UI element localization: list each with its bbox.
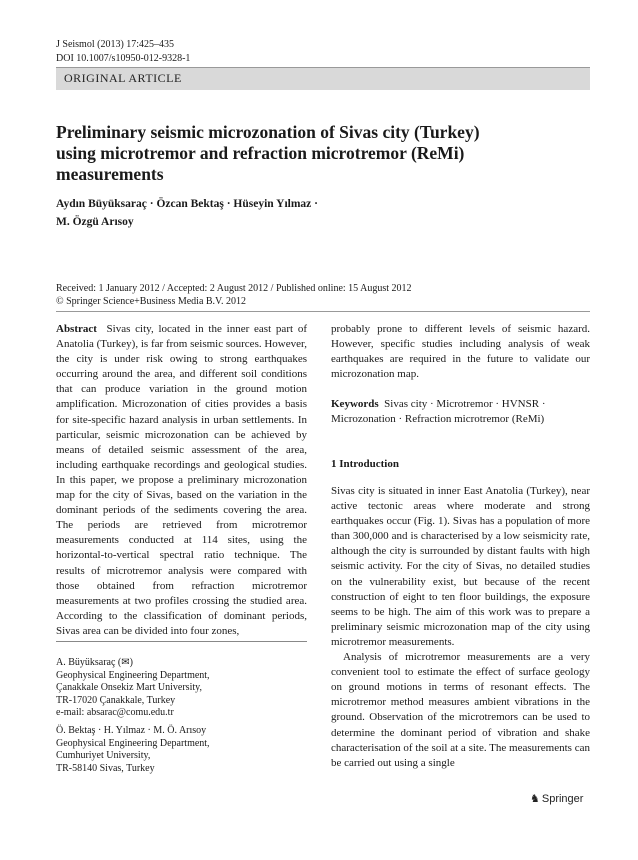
article-type-banner [56, 68, 590, 90]
affiliation-2 [56, 725, 307, 775]
keywords-text: Sivas city · Microtremor · HVNSR · Microzonation · Refraction microtremor (ReMi) [331, 398, 546, 426]
publication-dates: Received: 1 January 2012 / Accepted: 2 August 2012 / Published online: 15 August 2012 [56, 283, 412, 294]
affiliation-2-univ: Cumhuriyet University, [56, 750, 151, 761]
keywords-block [331, 397, 590, 427]
publisher-logo [530, 792, 583, 805]
springer-horse-icon: ♞ [530, 793, 540, 805]
affiliation-1-email[interactable]: e-mail: absarac@comu.edu.tr [56, 707, 174, 718]
affiliation-1-univ: Çanakkale Onsekiz Mart University, [56, 682, 202, 693]
journal-citation: J Seismol (2013) 17:425–435 [56, 39, 175, 50]
abstract-block [56, 322, 307, 639]
copyright-line: © Springer Science+Business Media B.V. 2012 [56, 296, 246, 307]
introduction-paragraph-2: Analysis of microtremor measurements are a very convenient tool to estimate the effect of surface geology on ground motions in terms of resonant effects. The microtremor method measures ambient vibrations in the ground. Observation of the microtremors can be used to determine the dominant period of vibration and shake characterisation of the soil at a site. The measurements can be carried out using a single [331, 651, 590, 769]
title-line-2: using microtremor and refraction microtremor (ReMi) [56, 143, 465, 163]
affiliation-1-name: A. Büyüksaraç (✉) [56, 657, 133, 668]
keywords-label: Keywords [331, 398, 379, 410]
author-list [56, 195, 576, 231]
affiliation-2-dept: Geophysical Engineering Department, [56, 737, 210, 749]
footnote-divider [56, 641, 307, 642]
abstract-continuation-text: probably prone to different levels of seismic hazard. However, specific studies including analysis of weak earthquakes are required in the future to validate our microzonation map. [331, 323, 590, 381]
abstract-label: Abstract [56, 323, 97, 335]
affiliation-1-city: TR-17020 Çanakkale, Turkey [56, 694, 176, 706]
section-heading-introduction: 1 Introduction [331, 458, 399, 470]
affiliation-1 [56, 657, 307, 720]
dates-divider [56, 311, 590, 312]
abstract-continuation [331, 322, 590, 382]
abstract-text: Sivas city, located in the inner east part of Anatolia (Turkey), is far from seismic sources. However, the city is under risk owing to strong earthquakes occurring around the area, and different soil conditions that can produce variation in the ground motion amplification. Microzonation of cities provides a basis for site-specific hazard analysis in urban settlements. In particular, seismic microzonation can be achieved by means of detailed seismic assessment of the area, including earthquake recordings and geological studies. In this paper, we propose a preliminary microzonation map for the city of Sivas, based on the variation in the dominant periods of the sediments covering the area. The periods are retrieved from microtremor measurements conducted at 114 sites, using the horizontal-to-vertical spectral ratio technique. The results of microtremor analysis were compared with those obtained from refraction microtremor measurements at two profiles crossing the studied area. According to the classification of dominant periods, Sivas area can be divided into four zones, [56, 323, 307, 637]
title-line-1: Preliminary seismic microzonation of Sivas city (Turkey) [56, 122, 480, 142]
affiliation-1-dept: Geophysical Engineering Department, [56, 669, 210, 681]
doi[interactable]: DOI 10.1007/s10950-012-9328-1 [56, 53, 191, 64]
affiliation-2-city: TR-58140 Sivas, Turkey [56, 762, 155, 774]
title-line-3: measurements [56, 164, 164, 184]
introduction-body [331, 484, 590, 771]
authors-line-2: M. Özgü Arısoy [56, 216, 134, 228]
introduction-paragraph-1: Sivas city is situated in inner East Anatolia (Turkey), near active tectonic areas where moderate and strong earthquakes occur (Fig. 1). Sivas has a population of more than 300,000 and is characterised by a low seismicity rate, although the city is surrounded by distant faults with high seismic activity. For the city of Sivas, no detailed studies on the vulnerability exist, but because of the recent construction of eight to ten floor buildings, the exposure seems to be high. The aim of this work was to prepare a preliminary seismic microzonation map of the city using microtremor measurements. [331, 485, 590, 648]
paper-title [56, 122, 576, 185]
affiliation-2-names: Ö. Bektaş · H. Yılmaz · M. Ö. Arısoy [56, 725, 207, 736]
publisher-name: Springer [541, 793, 584, 805]
article-type-label: ORIGINAL ARTICLE [64, 71, 182, 85]
authors-line-1: Aydın Büyüksaraç · Özcan Bektaş · Hüseyin Yılmaz · [56, 198, 318, 210]
